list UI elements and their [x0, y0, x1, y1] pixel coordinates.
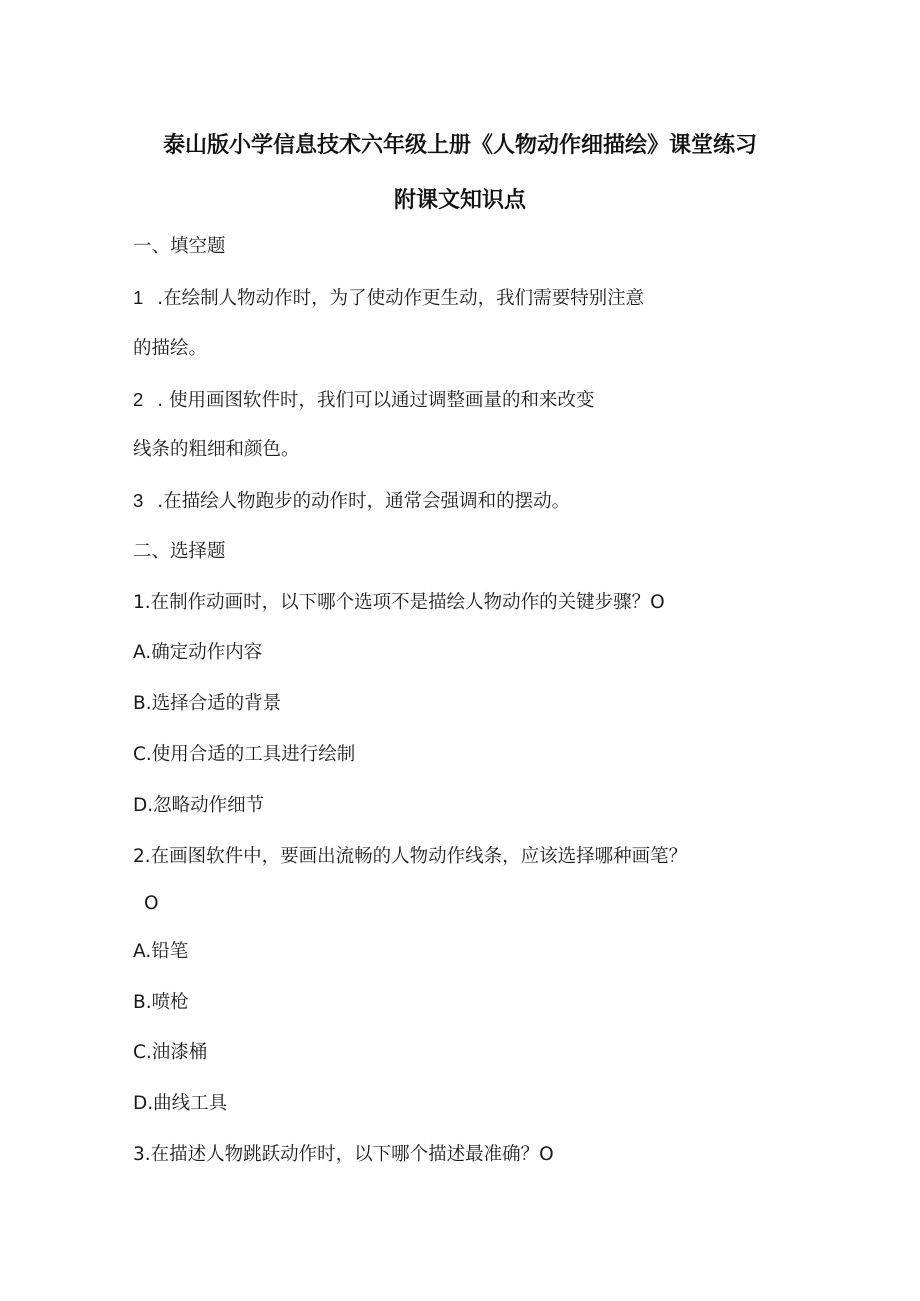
question-1-option-a: A.确定动作内容 — [133, 642, 263, 663]
item-number: 1 — [133, 287, 144, 308]
fill-blank-item-2-continuation: 线条的粗细和颜色。 — [133, 439, 300, 460]
section-heading-multiple-choice: 二、选择题 — [133, 541, 226, 562]
question-1-option-d: D.忽略动作细节 — [133, 795, 265, 816]
question-2-option-d: D.曲线工具 — [133, 1093, 228, 1114]
question-2-option-b: B.喷枪 — [133, 992, 189, 1013]
section-heading-fill-blank: 一、填空题 — [133, 236, 226, 257]
fill-blank-item-2 — [133, 389, 595, 412]
fill-blank-item-3 — [133, 490, 570, 513]
question-3-stem: 3.在描述人物跳跃动作时，以下哪个描述最准确？O — [133, 1144, 554, 1165]
item-text: .在描绘人物跑步的动作时，通常会强调和的摆动。 — [157, 491, 571, 512]
question-2-option-c: C.油漆桶 — [133, 1042, 208, 1063]
question-1-stem: 1.在制作动画时，以下哪个选项不是描绘人物动作的关键步骤？O — [133, 592, 665, 613]
question-2-option-a: A.铅笔 — [133, 941, 189, 962]
question-2-stem-tail: O — [144, 893, 159, 914]
question-1-option-c: C.使用合适的工具进行绘制 — [133, 744, 356, 765]
item-text: . 使用画图软件时，我们可以通过调整画量的和来改变 — [157, 390, 595, 411]
item-number: 3 — [133, 490, 144, 511]
question-2-stem: 2.在画图软件中，要画出流畅的人物动作线条，应该选择哪种画笔？ — [133, 846, 688, 867]
document-title: 泰山版小学信息技术六年级上册《人物动作细描绘》课堂练习 — [162, 133, 757, 158]
fill-blank-item-1 — [133, 287, 644, 310]
item-text: .在绘制人物动作时，为了使动作更生动，我们需要特别注意 — [157, 288, 645, 309]
fill-blank-item-1-continuation: 的描绘。 — [133, 338, 208, 359]
document-subtitle: 附课文知识点 — [393, 188, 526, 213]
question-1-option-b: B.选择合适的背景 — [133, 693, 282, 714]
item-number: 2 — [133, 389, 144, 410]
